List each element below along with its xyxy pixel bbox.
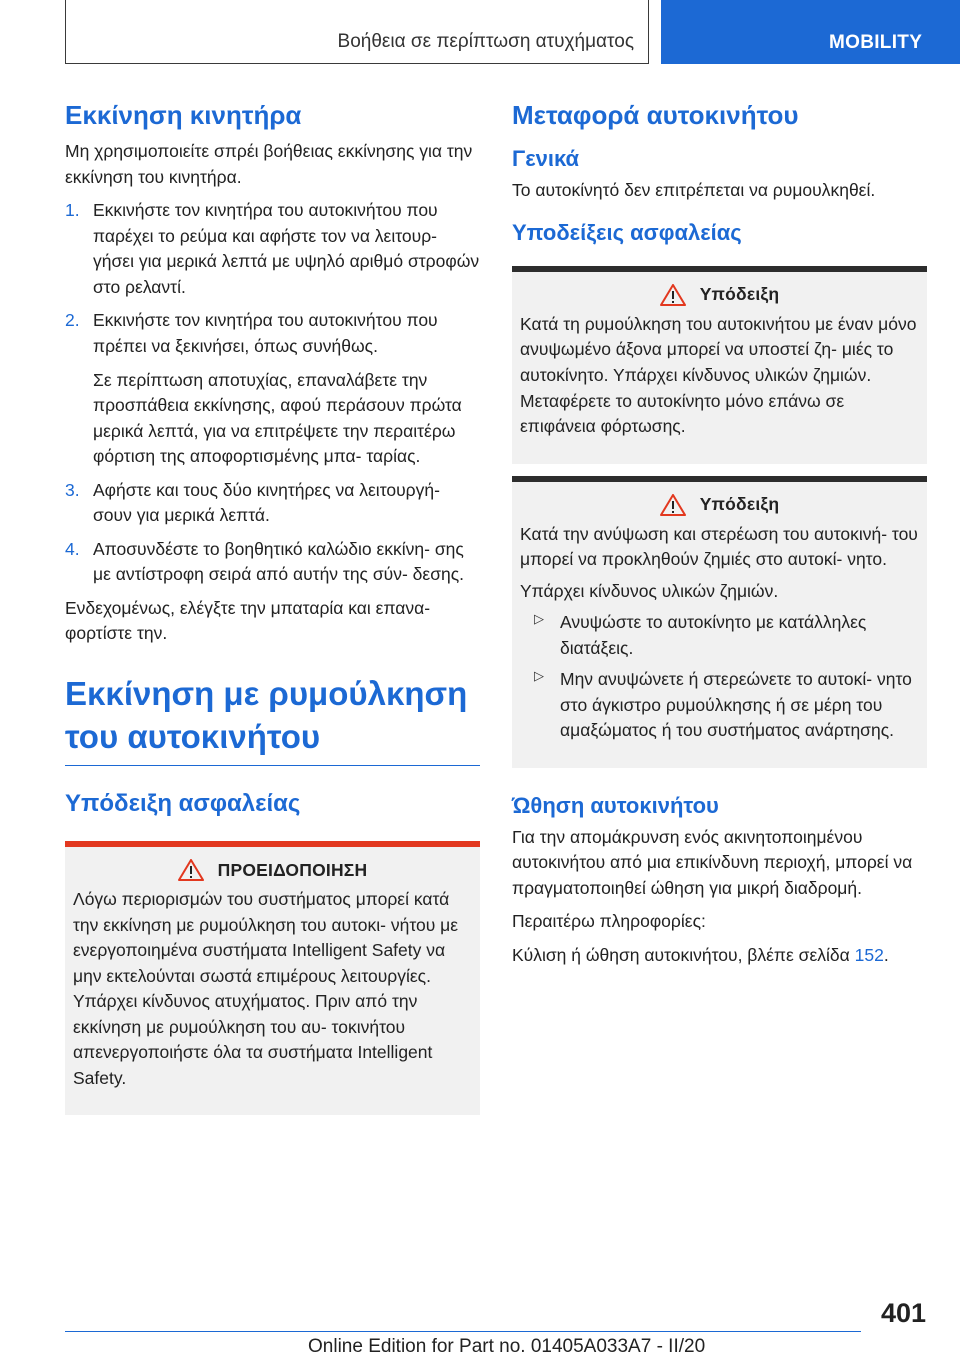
list-item: 3. Αφήστε και τους δύο κινητήρες να λειτουργή‐ σουν για μερικά λεπτά. [65,479,440,526]
warning-header [73,859,472,881]
section-rule [65,765,480,766]
list-item: 4. Αποσυνδέστε το βοηθητικό καλώδιο εκκίνη‐ σης με αντίστροφη σειρά από αυτήν της σύν‐ δεσης. [65,538,465,585]
notice-text: Κατά την ανύψωση και στερέωση του αυτοκινή‐ του μπορεί να προκληθούν ζημιές στο αυτοκί‐ νητο. [520,523,918,570]
notice-label: Υπόδειξη [699,284,780,305]
footer-rule [65,1331,861,1332]
triangle-bullet-icon: ▷ [534,668,544,684]
push-heading: Ώθηση αυτοκινήτου [512,793,719,819]
transport-title: Μεταφορά αυτοκινήτου [512,100,799,130]
header-chapter-title: Βοήθεια σε περίπτωση ατυχήματος [337,31,634,52]
notice-bullets [520,610,919,744]
warning-text: Λόγω περιορισμών του συστήματος μπορεί κατά την εκκίνηση με ρυμούλκηση του αυτοκι‐ νήτου με ενεργοποιημένα συστήματα Intelligent Safety να μην εκτελούνται σωστά επιμέρους λειτουργίες. Υπάρχει κίνδυνος ατυχήματος. Πριν από την εκκίνηση με ρυμούλκηση του αυ‐ τοκινήτου απενεργοποιήστε όλα τα συστήματα Intelligent Safety. [73,889,459,1088]
footer-edition: Online Edition for Part no. 01405A033A7 - II/20 [308,1336,706,1357]
transport-safety-heading: Υποδείξεις ασφαλείας [512,220,742,246]
more-info-label: Περαιτέρω πληροφορίες: [512,911,706,932]
list-item: 1. Εκκινήστε τον κινητήρα του αυτοκινήτου που παρέχει το ρεύμα και αφήστε τον να λειτουρ‐ γήσει για μερικά λεπτά με υψηλό αριθμό στροφών στο ρελαντί. [65,200,480,297]
notice-box-2 [512,476,927,768]
notice-text: Κατά τη ρυμούλκηση του αυτοκινήτου με έναν μόνο ανυψωμένο άξονα μπορεί να υποστεί ζη‐ μιές το αυτοκίνητο. Υπάρχει κίνδυνος υλικών ζημιών. Μεταφέρετε το αυτοκίνητο μόνο επάνω σε επιφάνεια φόρτωσης. [520,313,917,437]
triangle-bullet-icon: ▷ [534,611,544,627]
list-item: 2. Εκκινήστε τον κινητήρα του αυτοκινήτου που πρέπει να ξεκινήσει, όπως συνήθως. Σε περίπτωση αποτυχίας, επαναλάβετε την προσπάθεια εκκίνησης, αφού περάσουν πρώτα μερικά λεπτά, για να επιτρέψετε την περαιτέρω φόρτιση της αποφορτισμένης μπα‐ ταρίας. [65,310,462,467]
general-heading: Γενικά [512,146,580,172]
engine-start-outro: Ενδεχομένως, ελέγξτε την μπαταρία και επανα‐ φορτίστε την. [65,597,431,644]
notice-triangle-icon [660,494,686,516]
tow-start-title: Εκκίνηση με ρυμούλκηση του αυτοκινήτου [65,675,468,755]
page-number: 401 [880,1298,926,1328]
push-text: Για την απομάκρυνση ενός ακινητοποιημένου αυτοκινήτου από μια επικίνδυνη περιοχή, μπορεί να πραγματοποιηθεί ώθηση για μικρή διαδρομή. [512,826,913,898]
engine-start-intro: Μη χρησιμοποιείτε σπρέι βοήθειας εκκίνησης για την εκκίνηση του κινητήρα. [65,141,473,187]
notice-risk-text: Υπάρχει κίνδυνος υλικών ζημιών. [520,580,779,601]
page-reference-link[interactable]: 152 [854,944,884,965]
engine-start-title: Εκκίνηση κινητήρα [65,100,302,130]
header-chapter-box [65,0,649,64]
warning-box [65,841,480,1115]
list-item: ▷ Μην ανυψώνετε ή στερεώνετε το αυτοκί‐ νητο στο άγκιστρο ρυμούλκησης ή σε μέρη του αμαξώματος ή του συστήματος ανάρτησης. [534,668,912,741]
general-text: Το αυτοκίνητό δεν επιτρέπεται να ρυμουλκηθεί. [512,179,876,200]
header-section-tab[interactable] [661,0,960,64]
tow-start-safety-heading: Υπόδειξη ασφαλείας [65,789,301,817]
warning-label: ΠΡΟΕΙΔΟΠΟΙΗΣΗ [217,859,368,880]
notice-box-1 [512,266,927,464]
push-reference: Κύλιση ή ώθηση αυτοκινήτου, βλέπε σελίδα 152. [512,944,889,965]
engine-start-steps [65,198,480,588]
notice-header [520,284,919,306]
warning-triangle-icon [178,859,204,881]
notice-triangle-icon [660,284,686,306]
left-column [65,100,480,1115]
notice-label: Υπόδειξη [699,494,780,515]
right-column [512,100,927,968]
notice-header [520,494,919,516]
list-item: ▷ Ανυψώστε το αυτοκίνητο με κατάλληλες διατάξεις. [534,611,867,658]
header-section-label: MOBILITY [829,32,923,53]
